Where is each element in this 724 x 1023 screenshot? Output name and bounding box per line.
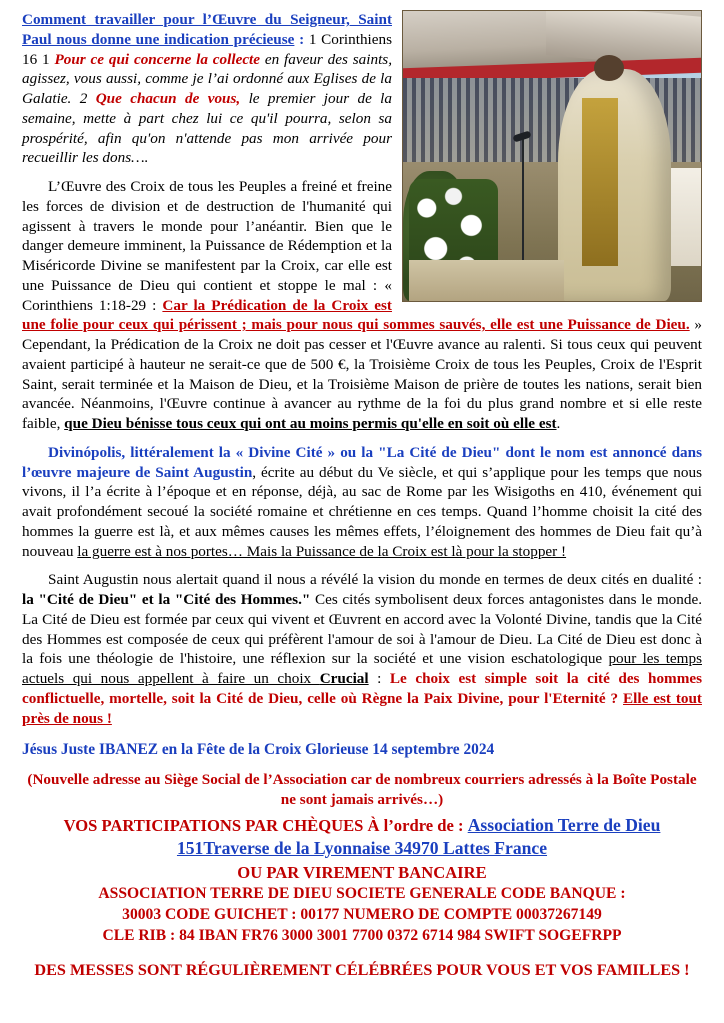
para3-text-b: la guerre est à nos portes… Mais la Puissance de la Croix est là pour la stopper ! (77, 542, 567, 560)
photo-priest-head (594, 55, 624, 81)
para4-text-f: : (368, 670, 390, 687)
para1-colon: : (294, 30, 309, 48)
para4-text-h: Elle est tout près de nous ! (22, 689, 702, 727)
photo-offering-table (409, 260, 564, 301)
para4-text-c: Ces cités symbolisent deux forces antagonistes dans le monde. La Cité de Dieu est formée par ceux qui vivent et Œuvrent en accord avec la Volonté Divine, tandis que la Cité des Hommes est composée de ceux qui préfèrent l'amour de soi à l'amour de Dieu. La Cité de Dieu est donc à la fois une théologie de l'histoire, une réflexion sur la société et une vision eschatologique (22, 591, 702, 668)
para3-lead: Divinópolis, littéralement la « Divine Cité » ou la "La Cité de Dieu" dont le nom est annoncé dans l’œuvre majeure de Saint Augustin (22, 443, 702, 481)
para2-quote-red: Car la Prédication de la Croix est une folie pour ceux qui périssent ; mais pour nous qui sommes sauvés, elle est une Puissance de Dieu. (22, 296, 690, 334)
cheque-label: VOS PARTICIPATIONS PAR CHÈQUES À l’ordre de : (63, 815, 468, 835)
bank-line-1: ASSOCIATION TERRE DE DIEU SOCIETE GENERALE CODE BANQUE : (98, 884, 626, 902)
para4-text-b: la "Cité de Dieu" et la "Cité des Hommes." (22, 591, 311, 608)
address-change-notice: (Nouvelle adresse au Siège Social de l’Association car de nombreux courriers adressés à la Boîte Postale ne sont jamais arrivés…) (27, 771, 697, 809)
para1-ref: 1 Corinthiens 16 1 (22, 30, 392, 68)
para4-text-a: Saint Augustin nous alertait quand il nous a révélé la vision du monde en termes de deux cités en dualité : (48, 571, 702, 589)
para2-text-b: » Cependant, la Prédication de la Croix ne doit pas cesser et l'Œuvre avance au ralenti. Si tous ceux qui peuvent avaient participé à hauteur ne serait-ce que de 500 €, la Troisième Croix de tous les Peuples, Croix de l'Esprit Saint, serait terminée et la Maison de Dieu, et la Troisième Maison de prière de toutes les nations, serait bien avancée. Néanmoins, l'Œuvre continue à avancer au rythme de la foi du plus grand nombre et si elle reste faible, (22, 316, 702, 432)
cheque-address: 151Traverse de la Lyonnaise 34970 Lattes France (176, 837, 548, 858)
para3-text-a: , écrite au début du Ve siècle, et qui s’applique pour les temps que nous vivons, il l’a écrite à l’époque et en réponse, déjà, au sac de Rome par les Wisigoths en 410, événement qui avait profondément secoué la société romaine et chrétienne en ces temps. Quand l’homme choisit la cité des hommes la guerre est là, et aux mêmes causes les mêmes effets, l’éloignement des hommes de Dieu fait qu’à nouveau (22, 463, 702, 560)
cheque-address-line (22, 837, 702, 860)
para1-quote-a: Pour ce qui concerne la collecte (54, 50, 265, 68)
paragraph-saint-augustin (22, 570, 702, 728)
bank-line-3: CLE RIB : 84 IBAN FR76 3000 3001 7700 0372 6714 984 SWIFT SOGEFRPP (102, 926, 622, 944)
para1-quote-e: afin qu'on n'attende pas mon arrivée pour recueillir les dons…. (22, 129, 392, 167)
para1-lead: Comment travailler pour l’Œuvre du Seigneur, Saint Paul nous donne une indication précieuse (22, 11, 392, 48)
signature-line: Jésus Juste IBANEZ en la Fête de la Croix Glorieuse 14 septembre 2024 (22, 741, 495, 759)
para1-quote-b: en faveur des saints, agissez, vous aussi, comme je l’ai ordonné aux Eglises de la Galatie. 2 (22, 50, 392, 107)
bank-line-2: 30003 CODE GUICHET : 00177 NUMERO DE COMPTE 00037267149 (122, 905, 602, 923)
para2-text-a: L’Œuvre des Croix de tous les Peuples a freiné et freine les forces de division et de destruction de l'humanité qui agissent à travers le monde pour l’anéantir. Bien que le danger demeure imminent, la Puissance de Rédemption et la Miséricorde Divine se manifestent par la Croix, car elle est une Puissance de Dieu qui contient et stoppe le mal : « Corinthiens 1:18-29 : (22, 178, 392, 314)
para4-text-d: pour les temps actuels qui nous appellent à faire un choix (22, 650, 702, 687)
para2-text-c: que Dieu bénisse tous ceux qui ont au moins permis qu'elle en soit où elle est (64, 415, 557, 432)
paragraph-divinopolis (22, 443, 702, 562)
para2-text-d: . (556, 415, 561, 432)
cheque-payee: Association Terre de Dieu (467, 814, 661, 835)
para1-quote-c: Que chacun de vous, (95, 90, 241, 107)
para4-text-g: Le choix est simple soit la cité des hommes conflictuelle, mortelle, soit la Cité de Dieu, celle où Règne la Paix Divine, pour l'Eternité ? (22, 670, 702, 707)
cheque-instructions (22, 814, 702, 837)
para4-text-e: Crucial (319, 670, 369, 687)
photo-stole (582, 98, 618, 266)
masses-notice: DES MESSES SONT RÉGULIÈREMENT CÉLÉBRÉES POUR VOUS ET VOS FAMILLES ! (34, 961, 690, 980)
transfer-label: OU PAR VIREMENT BANCAIRE (237, 862, 487, 882)
outdoor-mass-photo (402, 10, 702, 302)
para1-quote-d: le premier jour de la semaine, mette à part chez lui ce qu'il pourra, selon sa prospérité, (22, 90, 392, 147)
